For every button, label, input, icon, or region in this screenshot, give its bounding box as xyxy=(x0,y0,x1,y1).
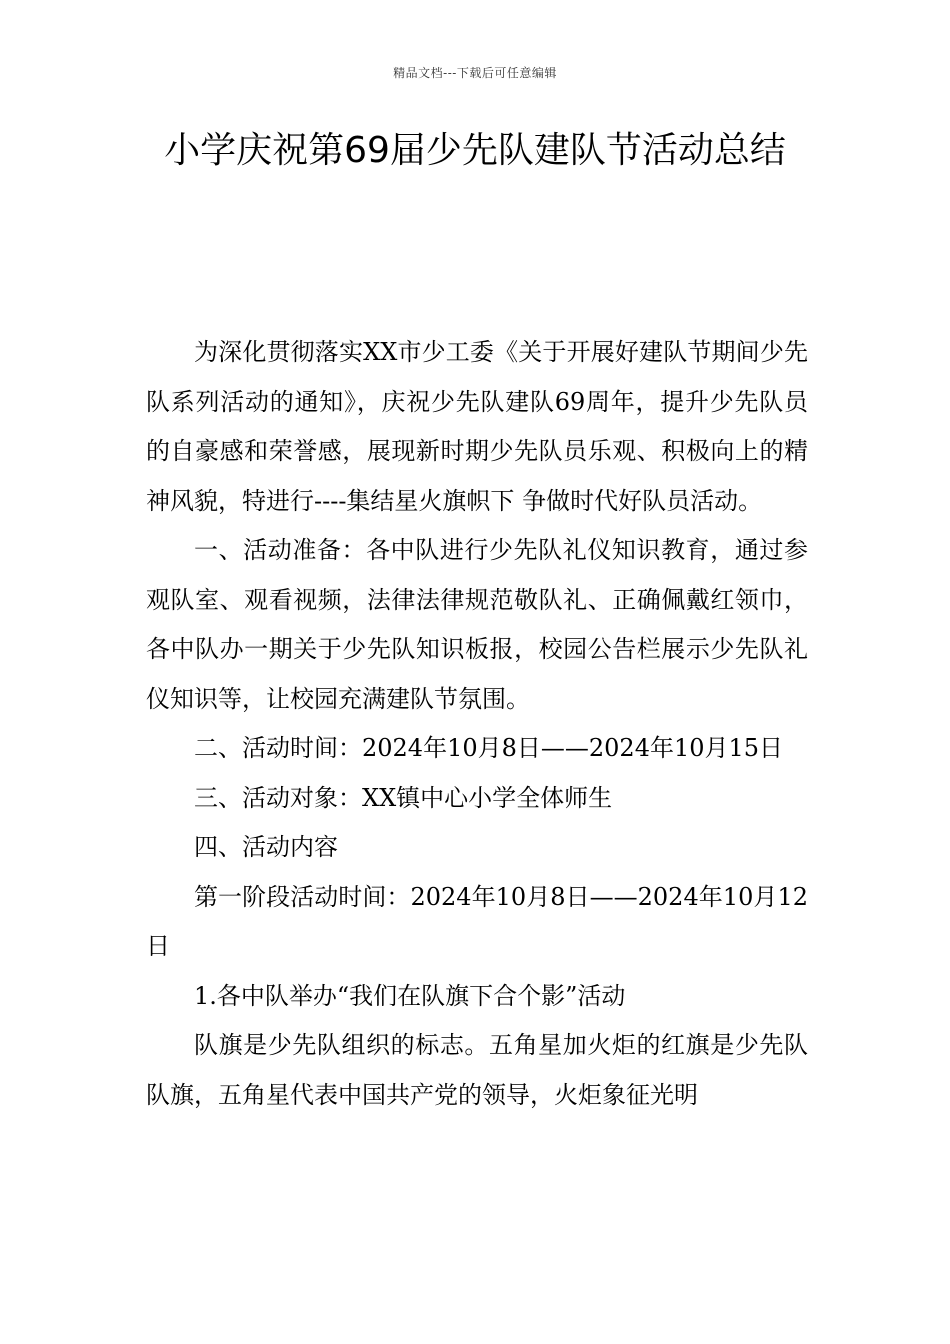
paragraph-intro: 为深化贯彻落实XX市少工委《关于开展好建队节期间少先队系列活动的通知》，庆祝少先队建队69周年，提升少先队员的自豪感和荣誉感，展现新时期少先队员乐观、积极向上的精神风貌，特进行----集结星火旗帜下 争做时代好队员活动。 xyxy=(146,338,808,515)
paragraph-time: 二、活动时间：2024年10月8日——2024年10月15日 xyxy=(194,734,784,762)
paragraph-audience: 三、活动对象：XX镇中心小学全体师生 xyxy=(194,783,613,812)
document-body xyxy=(146,328,808,1120)
paragraph-item-one: 1.各中队举办“我们在队旗下合个影”活动 xyxy=(194,981,626,1010)
paragraph-flag-description: 队旗是少先队组织的标志。五角星加火炬的红旗是少先队队旗，五角星代表中国共产党的领导，火炬象征光明 xyxy=(146,1031,808,1109)
paragraph-content-heading: 四、活动内容 xyxy=(194,833,338,861)
paragraph-phase-one: 第一阶段活动时间：2024年10月8日——2024年10月12日 xyxy=(146,882,808,960)
page-header: 精品文档---下载后可任意编辑 xyxy=(393,66,557,80)
paragraph-preparation: 一、活动准备：各中队进行少先队礼仪知识教育，通过参观队室、观看视频，法律法律规范敬队礼、正确佩戴红领巾，各中队办一期关于少先队知识板报，校园公告栏展示少先队礼仪知识等，让校园充满建队节氛围。 xyxy=(146,536,808,713)
document-title: 小学庆祝第69届少先队建队节活动总结 xyxy=(164,130,786,171)
